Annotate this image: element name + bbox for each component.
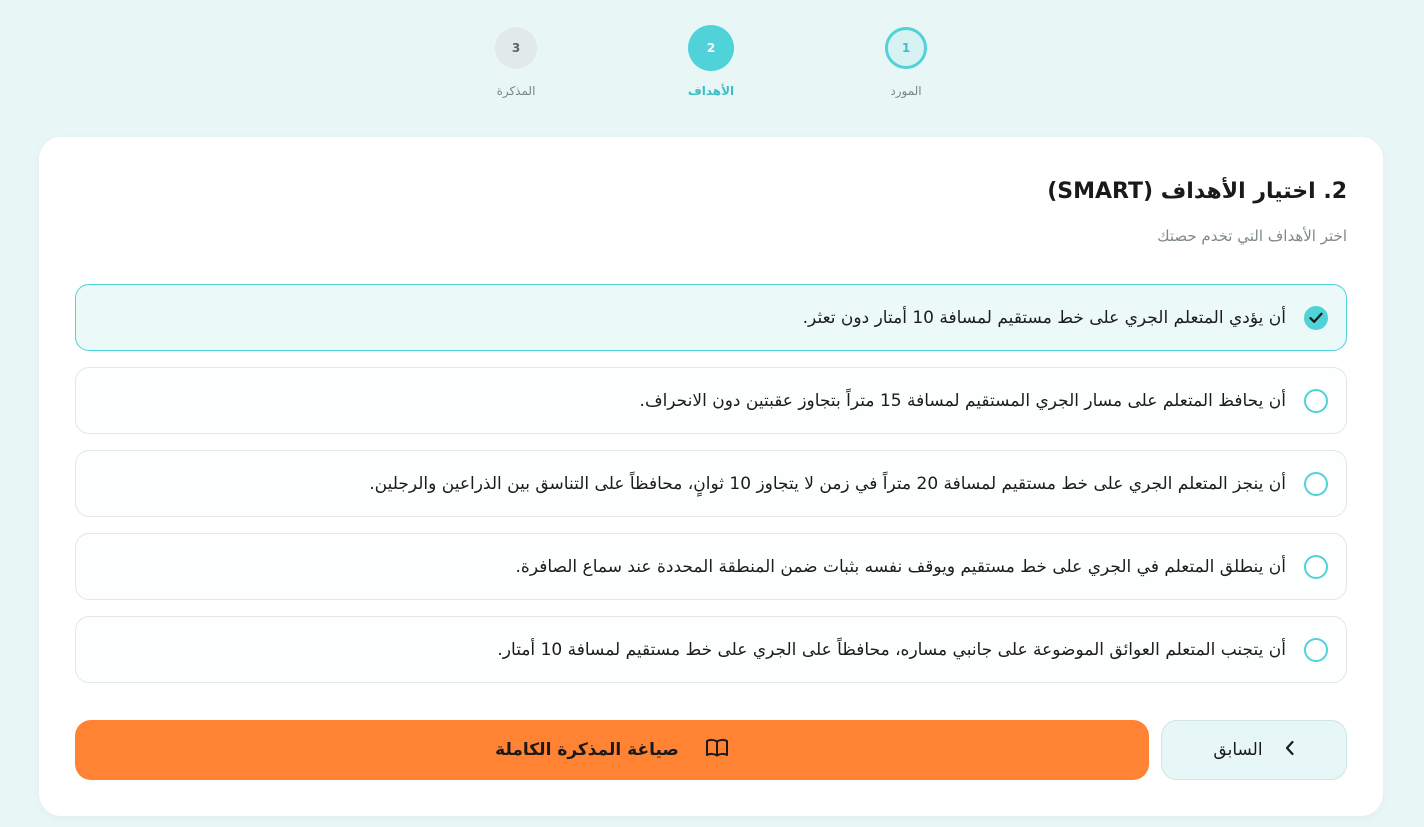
objective-option-3[interactable] (75, 450, 1347, 517)
stepper (0, 0, 1424, 120)
generate-memo-button[interactable] (75, 720, 1149, 780)
objective-option-2[interactable] (75, 367, 1347, 434)
step-2-circle[interactable]: 2 (688, 25, 734, 71)
previous-button[interactable] (1161, 720, 1347, 780)
radio-icon[interactable] (1304, 472, 1328, 496)
step-1-label: المورد (890, 84, 922, 98)
radio-icon[interactable] (1304, 555, 1328, 579)
step-3[interactable] (456, 25, 576, 98)
objective-option-1[interactable] (75, 284, 1347, 351)
objective-option-5[interactable] (75, 616, 1347, 683)
section-subtitle: اختر الأهداف التي تخدم حصتك (1157, 227, 1347, 245)
generate-memo-label: صياغة المذكرة الكاملة (495, 740, 679, 760)
radio-icon[interactable] (1304, 389, 1328, 413)
radio-icon[interactable] (1304, 638, 1328, 662)
objectives-card (39, 137, 1383, 816)
step-3-circle[interactable]: 3 (495, 27, 537, 69)
previous-label: السابق (1213, 740, 1263, 760)
step-1[interactable] (846, 25, 966, 98)
objective-option-2-text: أن يحافظ المتعلم على مسار الجري المستقيم لمسافة 15 متراً بتجاوز عقبتين دون الانحراف. (639, 390, 1286, 411)
step-3-label: المذكرة (496, 84, 536, 98)
step-2-label: الأهداف (687, 84, 735, 98)
objective-option-4-text: أن ينطلق المتعلم في الجري على خط مستقيم ويوقف نفسه بثبات ضمن المنطقة المحددة عند سماع الصافرة. (515, 556, 1286, 577)
step-2[interactable] (651, 25, 771, 98)
section-title: 2. اختيار الأهداف (SMART) (1047, 179, 1347, 204)
check-icon[interactable] (1304, 306, 1328, 330)
chevron-right-icon (1285, 740, 1295, 760)
objective-option-4[interactable] (75, 533, 1347, 600)
objective-option-1-text: أن يؤدي المتعلم الجري على خط مستقيم لمسافة 10 أمتار دون تعثر. (802, 307, 1286, 328)
step-1-circle[interactable]: 1 (885, 27, 927, 69)
objective-option-3-text: أن ينجز المتعلم الجري على خط مستقيم لمسافة 20 متراً في زمن لا يتجاوز 10 ثوانٍ، محافظاً على التناسق بين الذراعين والرجلين. (369, 473, 1286, 494)
objectives-list (75, 284, 1347, 699)
book-open-icon (705, 738, 729, 762)
objective-option-5-text: أن يتجنب المتعلم العوائق الموضوعة على جانبي مساره، محافظاً على الجري على خط مستقيم لمسافة 10 أمتار. (497, 639, 1286, 660)
